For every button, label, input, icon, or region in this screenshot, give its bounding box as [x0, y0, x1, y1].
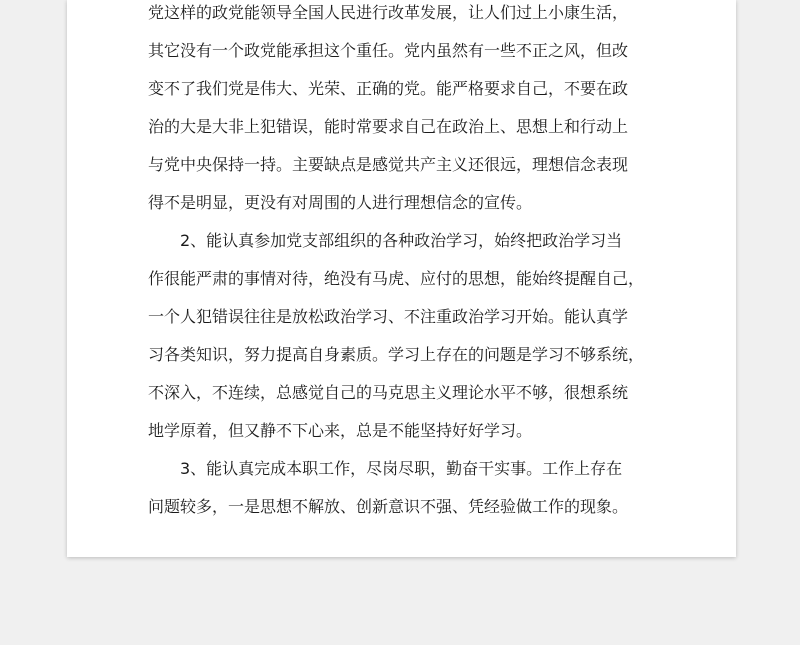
paragraph-2-start: 2、能认真参加党支部组织的各种政治学习，始终把政治学习当: [180, 231, 623, 250]
text-line: 其它没有一个政党能承担这个重任。党内虽然有一些不正之风，但改: [148, 41, 629, 60]
paragraph-3-start: 3、能认真完成本职工作，尽岗尽职，勤奋干实事。工作上存在: [180, 459, 623, 478]
text-line: 党这样的政党能领导全国人民进行改革发展，让人们过上小康生活，: [148, 3, 629, 22]
document-page: [67, 0, 736, 557]
text-line: 习各类知识，努力提高自身素质。学习上存在的问题是学习不够系统，: [148, 345, 645, 364]
text-line: 得不是明显，更没有对周围的人进行理想信念的宣传。: [148, 193, 533, 212]
text-line: 一个人犯错误往往是放松政治学习、不注重政治学习开始。能认真学: [148, 307, 629, 326]
text-line: 不深入，不连续，总感觉自己的马克思主义理论水平不够，很想系统: [148, 383, 629, 402]
text-line: 作很能严肃的事情对待，绝没有马虎、应付的思想，能始终提醒自己，: [148, 269, 645, 288]
text-line: 治的大是大非上犯错误，能时常要求自己在政治上、思想上和行动上: [148, 117, 629, 136]
text-line: 地学原着，但又静不下心来，总是不能坚持好好学习。: [148, 421, 533, 440]
text-line: 变不了我们党是伟大、光荣、正确的党。能严格要求自己，不要在政: [148, 79, 629, 98]
document-body: [148, 0, 660, 532]
text-line: 问题较多，一是思想不解放、创新意识不强、凭经验做工作的现象。: [148, 497, 629, 516]
text-line: 与党中央保持一持。主要缺点是感觉共产主义还很远，理想信念表现: [148, 155, 629, 174]
